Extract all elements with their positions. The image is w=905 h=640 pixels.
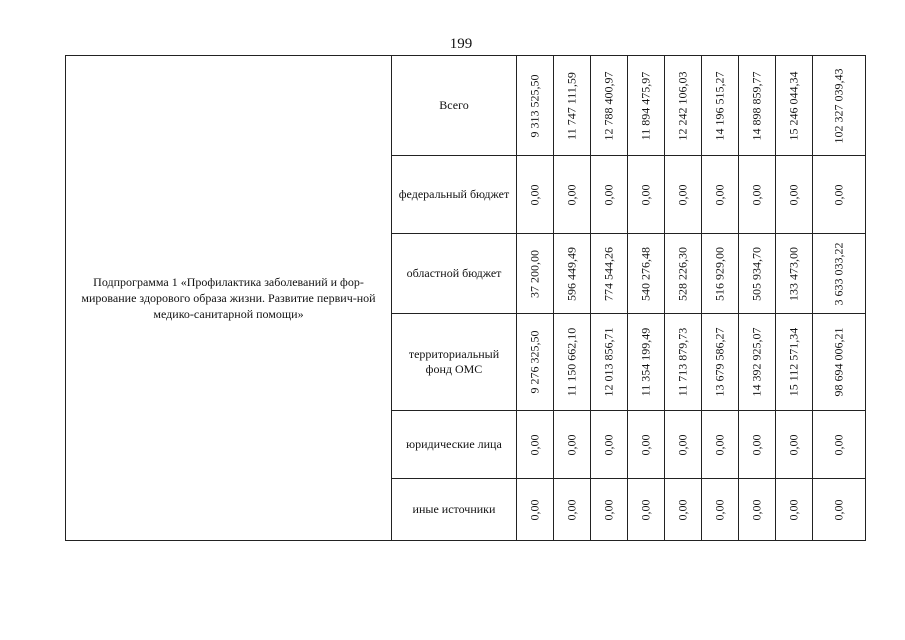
amount-value: 11 150 662,10 [564, 327, 579, 397]
year-value-cell [628, 479, 665, 541]
year-value-cell [554, 56, 591, 156]
year-value-cell [702, 479, 739, 541]
year-value-cell [591, 156, 628, 234]
amount-value: 14 196 515,27 [712, 71, 727, 140]
amount-value: 9 313 525,50 [527, 74, 542, 137]
year-value-cell [776, 479, 813, 541]
amount-value: 0,00 [564, 499, 579, 520]
year-value-cell [554, 479, 591, 541]
amount-value: 0,00 [712, 499, 727, 520]
amount-value: 3 633 033,22 [831, 242, 846, 305]
year-value-cell [776, 234, 813, 314]
year-value-cell [739, 411, 776, 479]
year-value-cell [776, 314, 813, 411]
year-value-cell [517, 234, 554, 314]
amount-value: 133 473,00 [786, 246, 801, 301]
page-number: 199 [449, 36, 473, 52]
amount-value: 12 013 856,71 [601, 327, 616, 397]
year-value-cell [702, 56, 739, 156]
year-value-cell [517, 156, 554, 234]
amount-value: 0,00 [638, 499, 653, 520]
year-value-cell [591, 314, 628, 411]
year-value-cell [739, 314, 776, 411]
year-value-cell [554, 314, 591, 411]
amount-value: 11 894 475,97 [638, 71, 653, 140]
funding-source-label: федеральный бюджет [392, 156, 517, 234]
amount-value: 0,00 [527, 184, 542, 205]
amount-value: 0,00 [601, 184, 616, 205]
year-value-cell [665, 411, 702, 479]
year-value-cell [702, 234, 739, 314]
year-value-cell [554, 234, 591, 314]
amount-value: 14 898 859,77 [749, 71, 764, 140]
amount-value: 0,00 [564, 434, 579, 455]
year-value-cell [739, 479, 776, 541]
year-value-cell [739, 56, 776, 156]
total-value-cell [813, 479, 866, 541]
amount-value: 102 327 039,43 [831, 68, 846, 143]
year-value-cell [591, 479, 628, 541]
amount-value: 0,00 [786, 434, 801, 455]
amount-value: 12 788 400,97 [601, 71, 616, 140]
amount-value: 0,00 [527, 499, 542, 520]
year-value-cell [628, 411, 665, 479]
amount-value: 0,00 [749, 434, 764, 455]
year-value-cell [665, 156, 702, 234]
amount-value: 0,00 [749, 184, 764, 205]
amount-value: 0,00 [749, 499, 764, 520]
amount-value: 0,00 [786, 184, 801, 205]
amount-value: 13 679 586,27 [712, 327, 727, 397]
amount-value: 15 246 044,34 [786, 71, 801, 140]
year-value-cell [665, 314, 702, 411]
amount-value: 0,00 [638, 184, 653, 205]
amount-value: 0,00 [601, 499, 616, 520]
year-value-cell [517, 479, 554, 541]
funding-source-label: иные источники [392, 479, 517, 541]
total-value-cell [813, 411, 866, 479]
amount-value: 0,00 [527, 434, 542, 455]
amount-value: 0,00 [786, 499, 801, 520]
total-value-cell [813, 234, 866, 314]
year-value-cell [517, 411, 554, 479]
total-value-cell [813, 56, 866, 156]
year-value-cell [665, 479, 702, 541]
year-value-cell [702, 156, 739, 234]
amount-value: 516 929,00 [712, 246, 727, 301]
year-value-cell [776, 56, 813, 156]
table-row [66, 56, 866, 156]
amount-value: 11 354 199,49 [638, 327, 653, 397]
funding-source-label: юридические лица [392, 411, 517, 479]
year-value-cell [702, 314, 739, 411]
year-value-cell [776, 411, 813, 479]
year-value-cell [665, 234, 702, 314]
year-value-cell [554, 411, 591, 479]
amount-value: 0,00 [712, 434, 727, 455]
year-value-cell [591, 411, 628, 479]
year-value-cell [517, 314, 554, 411]
amount-value: 774 544,26 [601, 246, 616, 301]
year-value-cell [739, 234, 776, 314]
amount-value: 15 112 571,34 [786, 327, 801, 397]
year-value-cell [517, 56, 554, 156]
year-value-cell [628, 314, 665, 411]
amount-value: 0,00 [712, 184, 727, 205]
amount-value: 0,00 [601, 434, 616, 455]
year-value-cell [776, 156, 813, 234]
amount-value: 0,00 [831, 184, 846, 205]
amount-value: 0,00 [564, 184, 579, 205]
funding-source-label: областной бюджет [392, 234, 517, 314]
year-value-cell [739, 156, 776, 234]
amount-value: 0,00 [638, 434, 653, 455]
year-value-cell [628, 156, 665, 234]
funding-source-label: Всего [392, 56, 517, 156]
year-value-cell [665, 56, 702, 156]
amount-value: 9 276 325,50 [527, 330, 542, 394]
year-value-cell [591, 56, 628, 156]
funding-source-label: территориальный фонд ОМС [392, 314, 517, 411]
amount-value: 528 226,30 [675, 246, 690, 301]
amount-value: 37 200,00 [527, 249, 542, 298]
budget-table [65, 55, 866, 541]
year-value-cell [628, 56, 665, 156]
amount-value: 0,00 [831, 499, 846, 520]
amount-value: 0,00 [831, 434, 846, 455]
year-value-cell [628, 234, 665, 314]
amount-value: 14 392 925,07 [749, 327, 764, 397]
amount-value: 540 276,48 [638, 246, 653, 301]
year-value-cell [702, 411, 739, 479]
amount-value: 98 694 006,21 [831, 327, 846, 397]
amount-value: 11 713 879,73 [675, 327, 690, 397]
amount-value: 11 747 111,59 [564, 71, 579, 140]
amount-value: 0,00 [675, 184, 690, 205]
total-value-cell [813, 314, 866, 411]
year-value-cell [591, 234, 628, 314]
total-value-cell [813, 156, 866, 234]
year-value-cell [554, 156, 591, 234]
amount-value: 0,00 [675, 434, 690, 455]
subprogram-title: Подпрограмма 1 «Профилактика заболеваний и фор-мирование здорового образа жизни. Развитие первич-ной медико-санитарной помощи» [66, 56, 392, 541]
amount-value: 596 449,49 [564, 246, 579, 301]
amount-value: 505 934,70 [749, 246, 764, 301]
amount-value: 0,00 [675, 499, 690, 520]
amount-value: 12 242 106,03 [675, 71, 690, 140]
